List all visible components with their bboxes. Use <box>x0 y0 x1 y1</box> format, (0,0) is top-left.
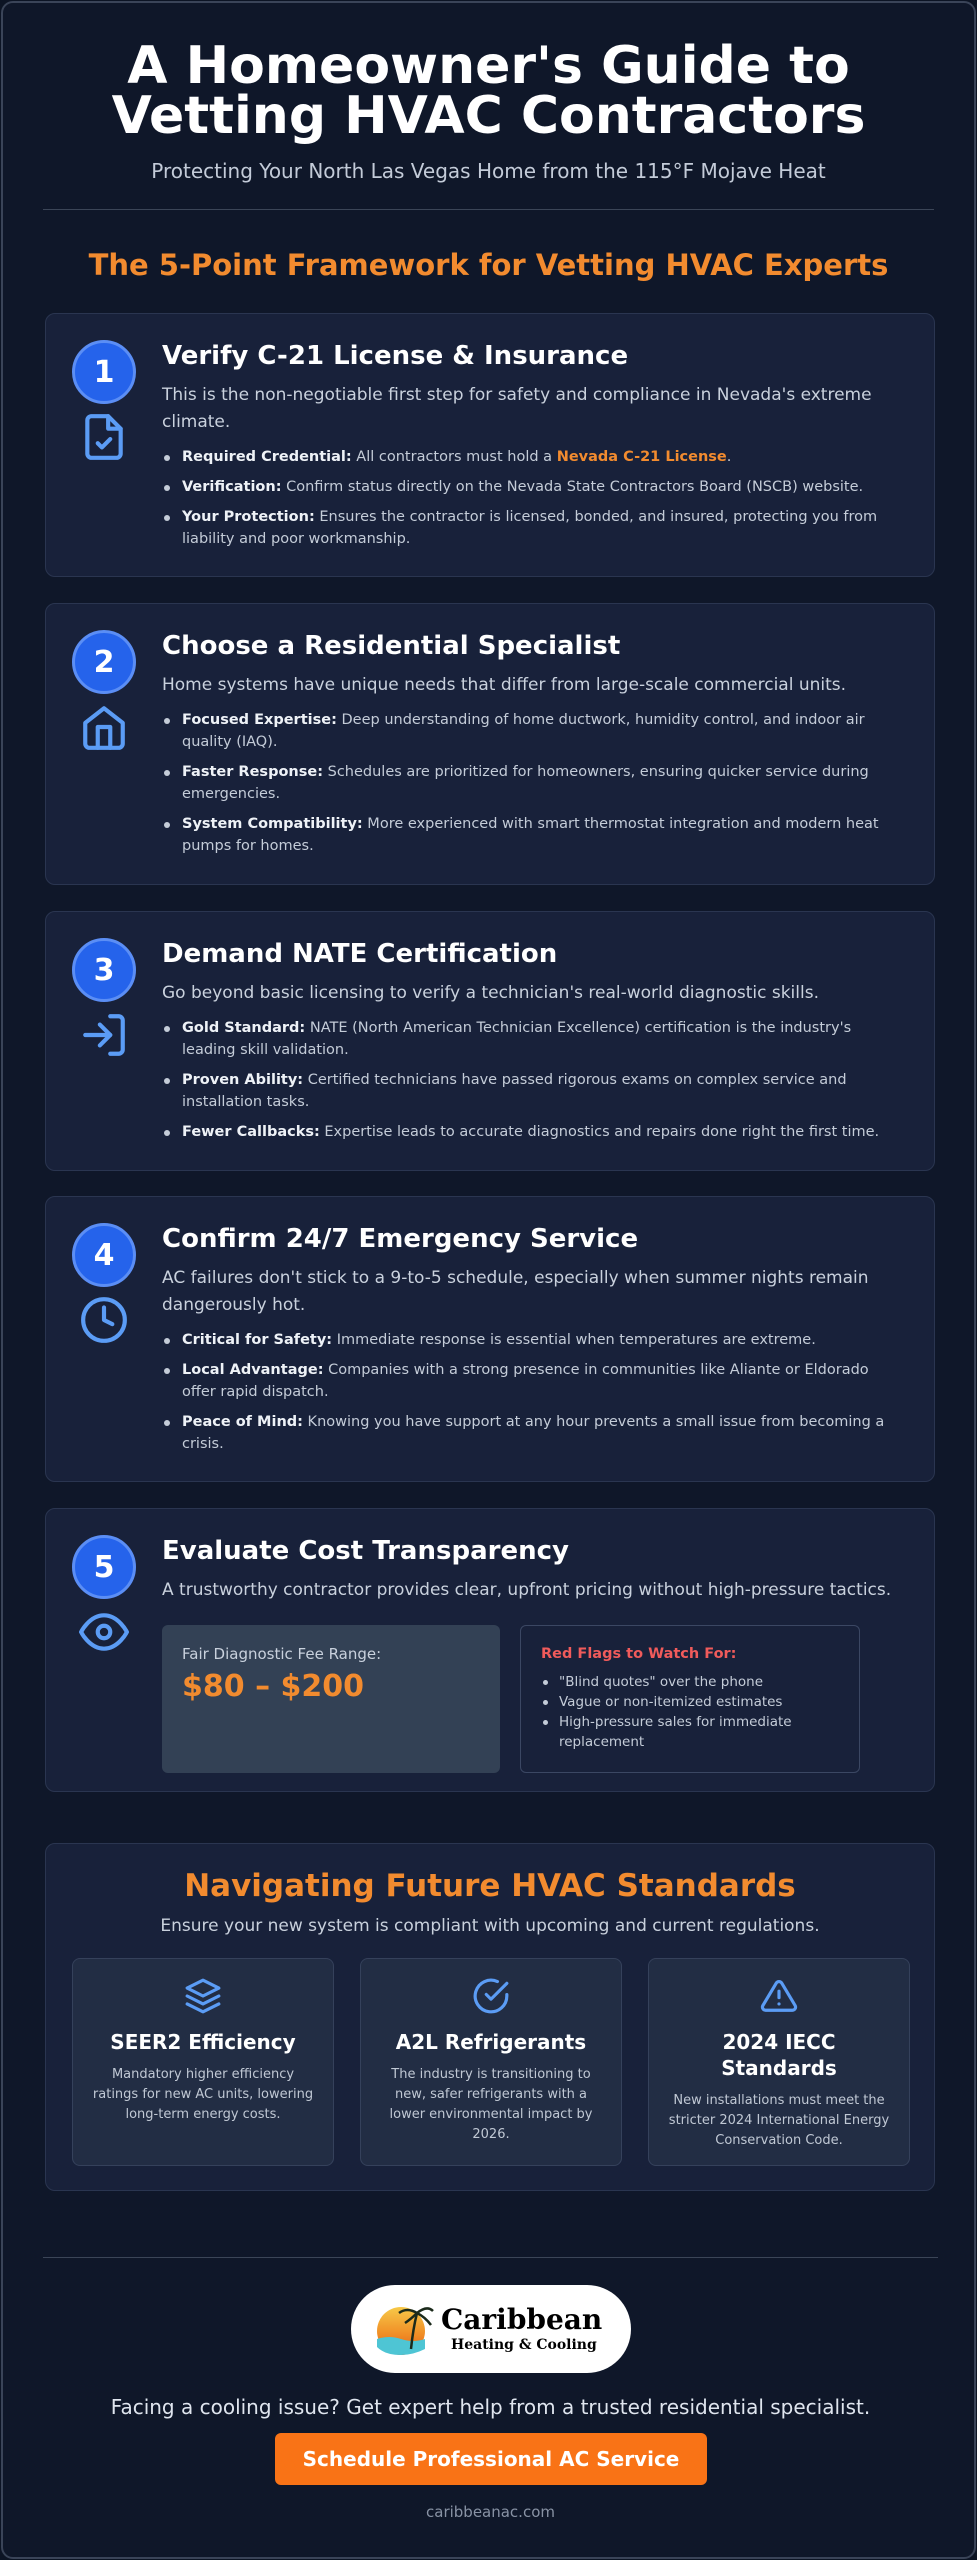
step-intro: Home systems have unique needs that differ from large-scale commercial units. <box>162 675 847 695</box>
schedule-service-button[interactable]: Schedule Professional AC Service <box>275 2433 707 2485</box>
list-item: Fewer Callbacks: Expertise leads to accurate diagnostics and repairs done right the first time. <box>162 1121 902 1143</box>
list-item: Faster Response: Schedules are prioritized for homeowners, ensuring quicker service during emergencies. <box>162 761 902 805</box>
infographic-frame <box>1 1 976 2559</box>
step-title: Confirm 24/7 Emergency Service <box>162 1224 639 1254</box>
warning-triangle-icon <box>760 1977 798 2015</box>
home-icon <box>79 702 129 752</box>
standard-title: 2024 IECC Standards <box>721 2030 837 2080</box>
step-list <box>162 446 902 550</box>
standard-desc: The industry is transitioning to new, safer refrigerants with a lower environmental impact by 2026. <box>389 2067 593 2142</box>
fee-range-box <box>162 1625 500 1773</box>
red-flags-list <box>541 1672 839 1752</box>
standard-title: A2L Refrigerants <box>395 2030 587 2054</box>
step-title: Evaluate Cost Transparency <box>162 1536 569 1566</box>
standard-title: SEER2 Efficiency <box>110 2030 296 2054</box>
standard-desc: Mandatory higher efficiency ratings for new AC units, lowering long-term energy costs. <box>92 2067 314 2122</box>
list-item: High-pressure sales for immediate replacement <box>541 1712 839 1752</box>
standard-desc: New installations must meet the stricter 2024 International Energy Conservation Code. <box>668 2093 890 2148</box>
page-subtitle: Protecting Your North Las Vegas Home from the 115°F Mojave Heat <box>151 159 826 183</box>
company-logo[interactable] <box>351 2285 631 2373</box>
step-card-5 <box>45 1508 935 1792</box>
step-intro: AC failures don't stick to a 9-to-5 schedule, especially when summer nights remain dangerously hot. <box>162 1268 869 1315</box>
footer-divider <box>43 2257 938 2258</box>
sign-in-arrow-icon <box>79 1010 129 1060</box>
list-item: Local Advantage: Companies with a strong presence in communities like Aliante or Eldorado offer rapid dispatch. <box>162 1359 902 1403</box>
page-title: A Homeowner's Guide to Vetting HVAC Contractors <box>111 36 866 146</box>
standard-card-iecc <box>648 1958 910 2166</box>
standard-card-a2l <box>360 1958 622 2166</box>
sunset-palm-icon <box>371 2299 435 2359</box>
cta-text: Facing a cooling issue? Get expert help from a trusted residential specialist. <box>110 2395 871 2419</box>
step-card-1 <box>45 313 935 577</box>
framework-title: The 5-Point Framework for Vetting HVAC Experts <box>88 248 889 282</box>
step-number-badge: 3 <box>72 938 136 1002</box>
clock-icon <box>79 1295 129 1345</box>
list-item: "Blind quotes" over the phone <box>541 1672 839 1692</box>
list-item: Vague or non-itemized estimates <box>541 1692 839 1712</box>
step-number-badge: 2 <box>72 630 136 694</box>
license-highlight: Nevada C-21 License <box>556 449 727 465</box>
red-flags-box <box>520 1625 860 1773</box>
list-item: Focused Expertise: Deep understanding of home ductwork, humidity control, and indoor air quality (IAQ). <box>162 709 902 753</box>
list-item: Gold Standard: NATE (North American Technician Excellence) certification is the industry's leading skill validation. <box>162 1017 902 1061</box>
list-item: Proven Ability: Certified technicians have passed rigorous exams on complex service and installation tasks. <box>162 1069 902 1113</box>
standard-card-seer2 <box>72 1958 334 2166</box>
layers-icon <box>184 1977 222 2015</box>
list-item: Required Credential: All contractors must hold a Nevada C-21 License. <box>162 446 902 468</box>
future-title: Navigating Future HVAC Standards <box>184 1868 796 1904</box>
step-list <box>162 1329 902 1455</box>
list-item: Peace of Mind: Knowing you have support at any hour prevents a small issue from becoming a crisis. <box>162 1411 902 1455</box>
step-title: Verify C-21 License & Insurance <box>162 341 629 371</box>
future-standards-section <box>45 1843 935 2191</box>
step-list <box>162 1017 902 1143</box>
step-intro: This is the non-negotiable first step for safety and compliance in Nevada's extreme climate. <box>162 385 872 432</box>
fee-value: $80 – $200 <box>182 1669 365 1704</box>
list-item: Your Protection: Ensures the contractor is licensed, bonded, and insured, protecting you from liability and poor workmanship. <box>162 506 902 550</box>
step-card-2 <box>45 603 935 885</box>
step-list <box>162 709 902 857</box>
list-item: System Compatibility: More experienced with smart thermostat integration and modern heat pumps for homes. <box>162 813 902 857</box>
step-title: Demand NATE Certification <box>162 939 558 969</box>
eye-icon <box>79 1607 129 1657</box>
logo-name: Caribbean <box>441 2303 603 2336</box>
step-number-badge: 4 <box>72 1223 136 1287</box>
document-check-icon <box>79 412 129 462</box>
list-item: Verification: Confirm status directly on the Nevada State Contractors Board (NSCB) website. <box>162 476 902 498</box>
step-number-badge: 1 <box>72 340 136 404</box>
list-item: Critical for Safety: Immediate response is essential when temperatures are extreme. <box>162 1329 902 1351</box>
website-link[interactable]: caribbeanac.com <box>426 2503 555 2521</box>
header <box>3 3 974 183</box>
step-card-3 <box>45 911 935 1171</box>
header-divider <box>43 209 934 210</box>
step-intro: Go beyond basic licensing to verify a technician's real-world diagnostic skills. <box>162 983 819 1003</box>
step-title: Choose a Residential Specialist <box>162 631 621 661</box>
future-subtitle: Ensure your new system is compliant with upcoming and current regulations. <box>160 1916 820 1936</box>
fee-label: Fair Diagnostic Fee Range: <box>182 1645 382 1663</box>
logo-tagline: Heating & Cooling <box>451 2337 597 2353</box>
check-circle-icon <box>472 1977 510 2015</box>
step-number-badge: 5 <box>72 1535 136 1599</box>
red-flags-title: Red Flags to Watch For: <box>541 1646 737 1662</box>
step-intro: A trustworthy contractor provides clear, upfront pricing without high-pressure tactics. <box>162 1580 892 1600</box>
step-card-4 <box>45 1196 935 1482</box>
